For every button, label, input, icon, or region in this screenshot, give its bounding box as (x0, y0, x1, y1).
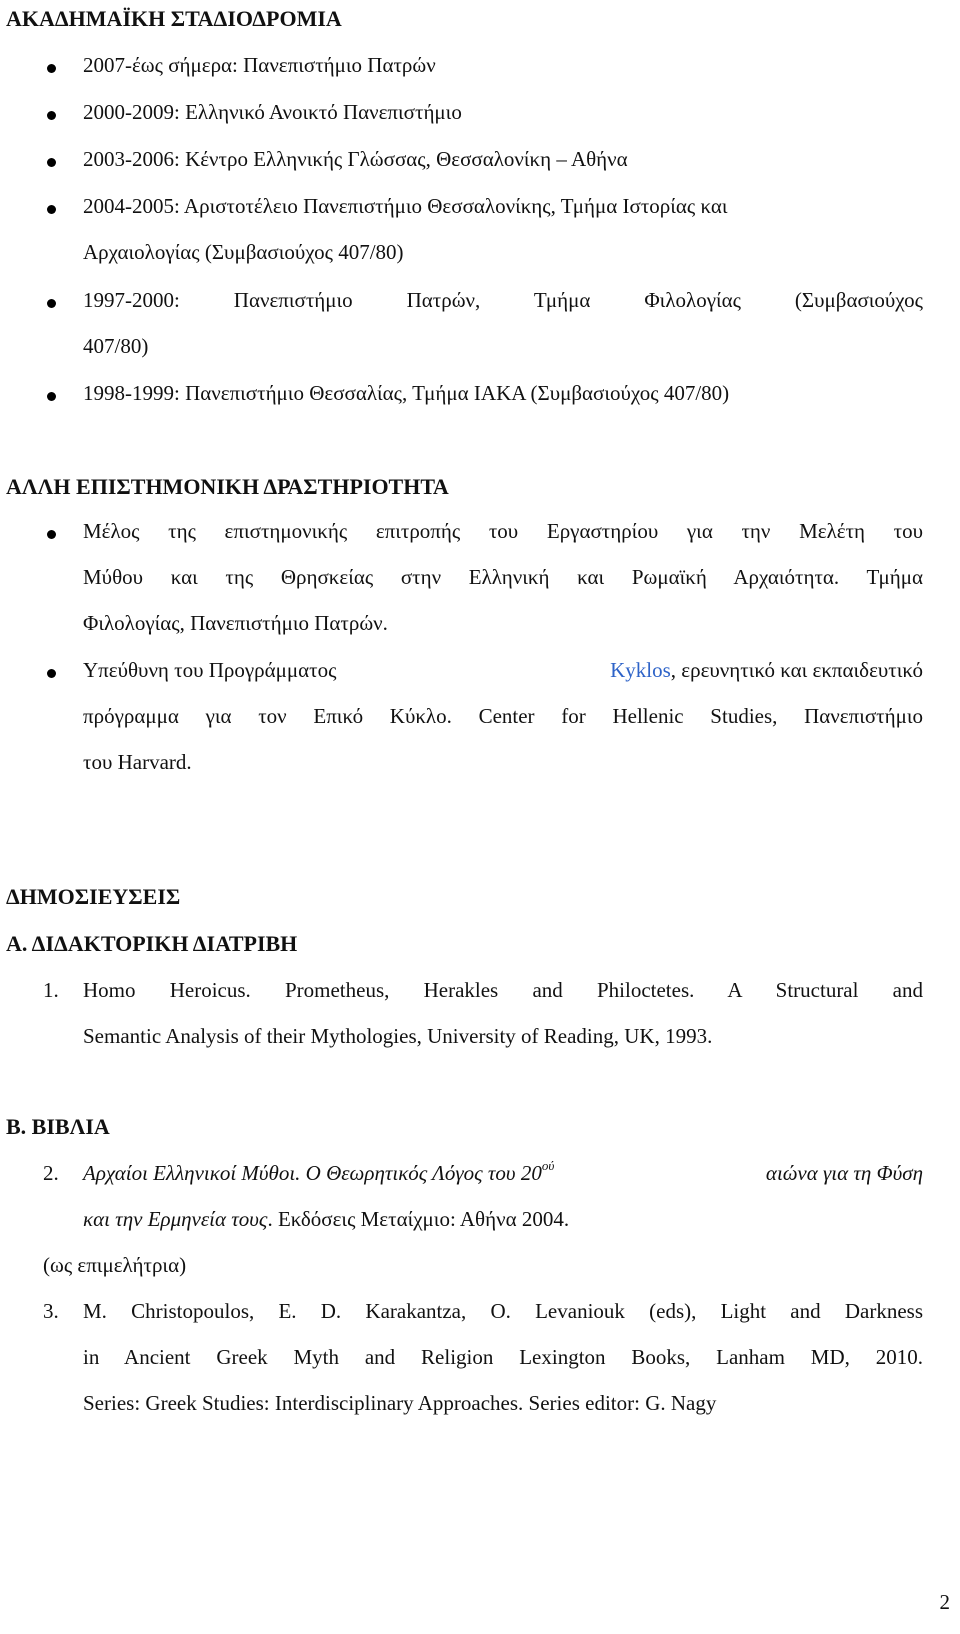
activity-line: Μύθου και της Θρησκείας στην Ελληνική και Ρωμαϊκή Αρχαιότητα. Τμήμα (83, 565, 923, 589)
career-item: 2004-2005: Αριστοτέλειο Πανεπιστήμιο Θεσσαλονίκης, Τμήμα Ιστορίας και (83, 194, 728, 218)
activity-line: πρόγραμμα για τον Επικό Κύκλο. Center for Hellenic Studies, Πανεπιστήμιο (83, 704, 923, 728)
book-publisher: . Εκδόσεις Μεταίχμιο: Αθήνα 2004. (267, 1207, 570, 1231)
book-line: Series: Greek Studies: Interdisciplinary Approaches. Series editor: G. Nagy (83, 1391, 717, 1415)
career-item: 1997-2000: Πανεπιστήμιο Πατρών, Τμήμα Φιλολογίας (Συμβασιούχος (83, 288, 923, 312)
dissertation-line: Semantic Analysis of their Mythologies, University of Reading, UK, 1993. (83, 1024, 713, 1048)
list-number: 1. (43, 978, 59, 1002)
bullet-icon (47, 392, 56, 401)
books-heading: Β. ΒΙΒΛΙΑ (6, 1114, 110, 1139)
book-title-b: αιώνα για τη Φύση (765, 1161, 923, 1185)
career-item-continuation: 407/80) (83, 334, 149, 358)
ordinal-suffix: ού (541, 1158, 555, 1173)
program-role-text: Υπεύθυνη του Προγράμματος (83, 658, 337, 682)
bullet-icon (47, 669, 56, 678)
bullet-icon (47, 530, 56, 539)
career-item: 1998-1999: Πανεπιστήμιο Θεσσαλίας, Τμήμα ΙΑΚΑ (Συμβασιούχος 407/80) (83, 381, 730, 405)
list-number: 2. (43, 1161, 59, 1185)
bullet-icon (47, 111, 56, 120)
publications-heading: ΔΗΜΟΣΙΕΥΣΕΙΣ (6, 884, 181, 909)
activity-line (83, 658, 923, 683)
bullet-icon (47, 205, 56, 214)
book-title-c: και την Ερμηνεία τους (83, 1207, 268, 1231)
career-item: 2007-έως σήμερα: Πανεπιστήμιο Πατρών (83, 53, 436, 77)
editor-note: (ως επιμελήτρια) (43, 1253, 187, 1277)
bullet-icon (47, 299, 56, 308)
dissertation-heading: Α. ΔΙΔΑΚΤΟΡΙΚΗ ΔΙΑΤΡΙΒΗ (6, 931, 298, 956)
academic-career-heading: ΑΚΑΔΗΜΑΪΚΗ ΣΤΑΔΙΟΔΡΟΜΙΑ (6, 6, 342, 31)
bullet-icon (47, 158, 56, 167)
kyklos-link[interactable]: Kyklos (610, 658, 671, 682)
career-item: 2000-2009: Ελληνικό Ανοικτό Πανεπιστήμιο (83, 100, 462, 124)
bullet-icon (47, 64, 56, 73)
book-line: in Ancient Greek Myth and Religion Lexington Books, Lanham MD, 2010. (83, 1345, 923, 1369)
book-line (83, 1207, 569, 1232)
activity-line: του Harvard. (83, 750, 192, 774)
book-title-part (83, 1158, 555, 1186)
book-line: M. Christopoulos, E. D. Karakantza, O. Levaniouk (eds), Light and Darkness (83, 1299, 923, 1323)
list-number: 3. (43, 1299, 59, 1323)
program-description-rest: , ερευνητικό και εκπαιδευτικό (670, 658, 923, 682)
career-item-continuation: Αρχαιολογίας (Συμβασιούχος 407/80) (83, 240, 404, 264)
program-description (610, 658, 923, 683)
dissertation-line: Homo Heroicus. Prometheus, Herakles and Philoctetes. A Structural and (83, 978, 923, 1002)
other-activity-heading: ΑΛΛΗ ΕΠΙΣΤΗΜΟΝΙΚΗ ΔΡΑΣΤΗΡΙΟΤΗΤΑ (6, 474, 449, 499)
career-item: 2003-2006: Κέντρο Ελληνικής Γλώσσας, Θεσσαλονίκη – Αθήνα (83, 147, 628, 171)
book-line (83, 1158, 923, 1186)
activity-line: Μέλος της επιστημονικής επιτροπής του Εργαστηρίου για την Μελέτη του (83, 519, 923, 543)
page-number: 2 (939, 1590, 950, 1614)
activity-line: Φιλολογίας, Πανεπιστήμιο Πατρών. (83, 611, 388, 635)
book-title-a: Αρχαίοι Ελληνικοί Μύθοι. Ο Θεωρητικός Λόγος του 20 (83, 1161, 542, 1185)
